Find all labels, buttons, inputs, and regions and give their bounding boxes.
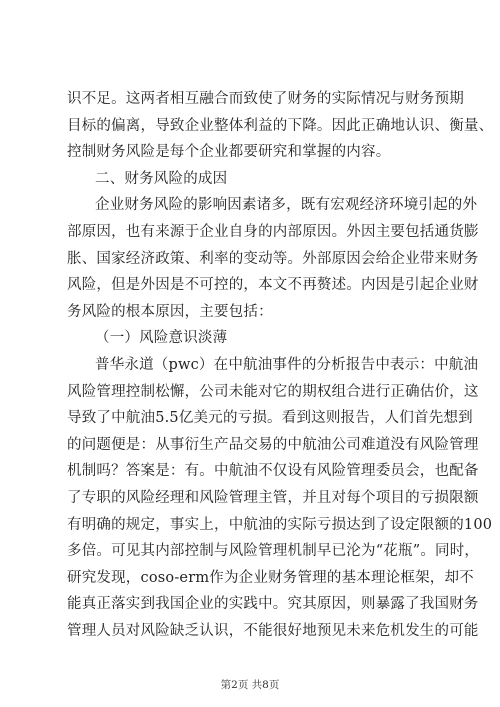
text-line: 风险管理控制松懈，公司未能对它的期权组合进行正确估价，这 [67,383,479,400]
text-line: 识不足。这两者相互融合而致使了财务的实际情况与财务预期 [67,91,464,107]
text-line: 风险，但是外因是不可控的，本文不再赘述。内因是引起企业财 [67,277,479,294]
text-line: 多倍。可见其内部控制与风险管理机制早已沦为“花瓶”。同时， [67,543,480,560]
text-line: 胀、国家经济政策、利率的变动等。外部原因会给企业带来财务 [67,250,479,267]
page-number-footer: 第2页 共8页 [220,679,280,691]
text-line: 企业财务风险的影响因素诸多，既有宏观经济环境引起的外 [95,197,478,214]
text-line: 务风险的根本原因，主要包括： [67,303,273,320]
text-line: 普华永道（pwc）在中航油事件的分析报告中表示：中航油 [95,356,479,373]
text-line: 机制吗？答案是：有。中航油不仅设有风险管理委员会，也配备 [67,463,479,480]
text-line: 研究发现，coso-erm作为企业财务管理的基本理论框架，却不 [67,569,474,586]
text-line: 部原因，也有来源于企业自身的内部原因。外因主要包括通货膨 [67,223,479,240]
body-text [67,86,494,644]
text-line: 的问题便是：从事衍生产品交易的中航油公司难道没有风险管理 [67,436,479,453]
text-line: 目标的偏离，导致企业整体利益的下降。因此正确地认识、衡量、 [67,117,494,134]
text-line: （一）风险意识淡薄 [95,330,228,347]
text-line: 二、财务风险的成因 [95,170,228,187]
text-line: 了专职的风险经理和风险管理主管，并且对每个项目的亏损限额 [67,489,479,506]
text-line: 导致了中航油5.5亿美元的亏损。看到这则报告，人们首先想到 [67,410,473,427]
text-line: 能真正落实到我国企业的实践中。究其原因，则暴露了我国财务 [67,596,479,613]
text-line: 管理人员对风险缺乏认识，不能很好地预见未来危机发生的可能 [67,622,479,639]
text-line: 有明确的规定，事实上，中航油的实际亏损达到了设定限额的100 [67,516,493,533]
text-line: 控制财务风险是每个企业都要研究和掌握的内容。 [67,144,391,161]
